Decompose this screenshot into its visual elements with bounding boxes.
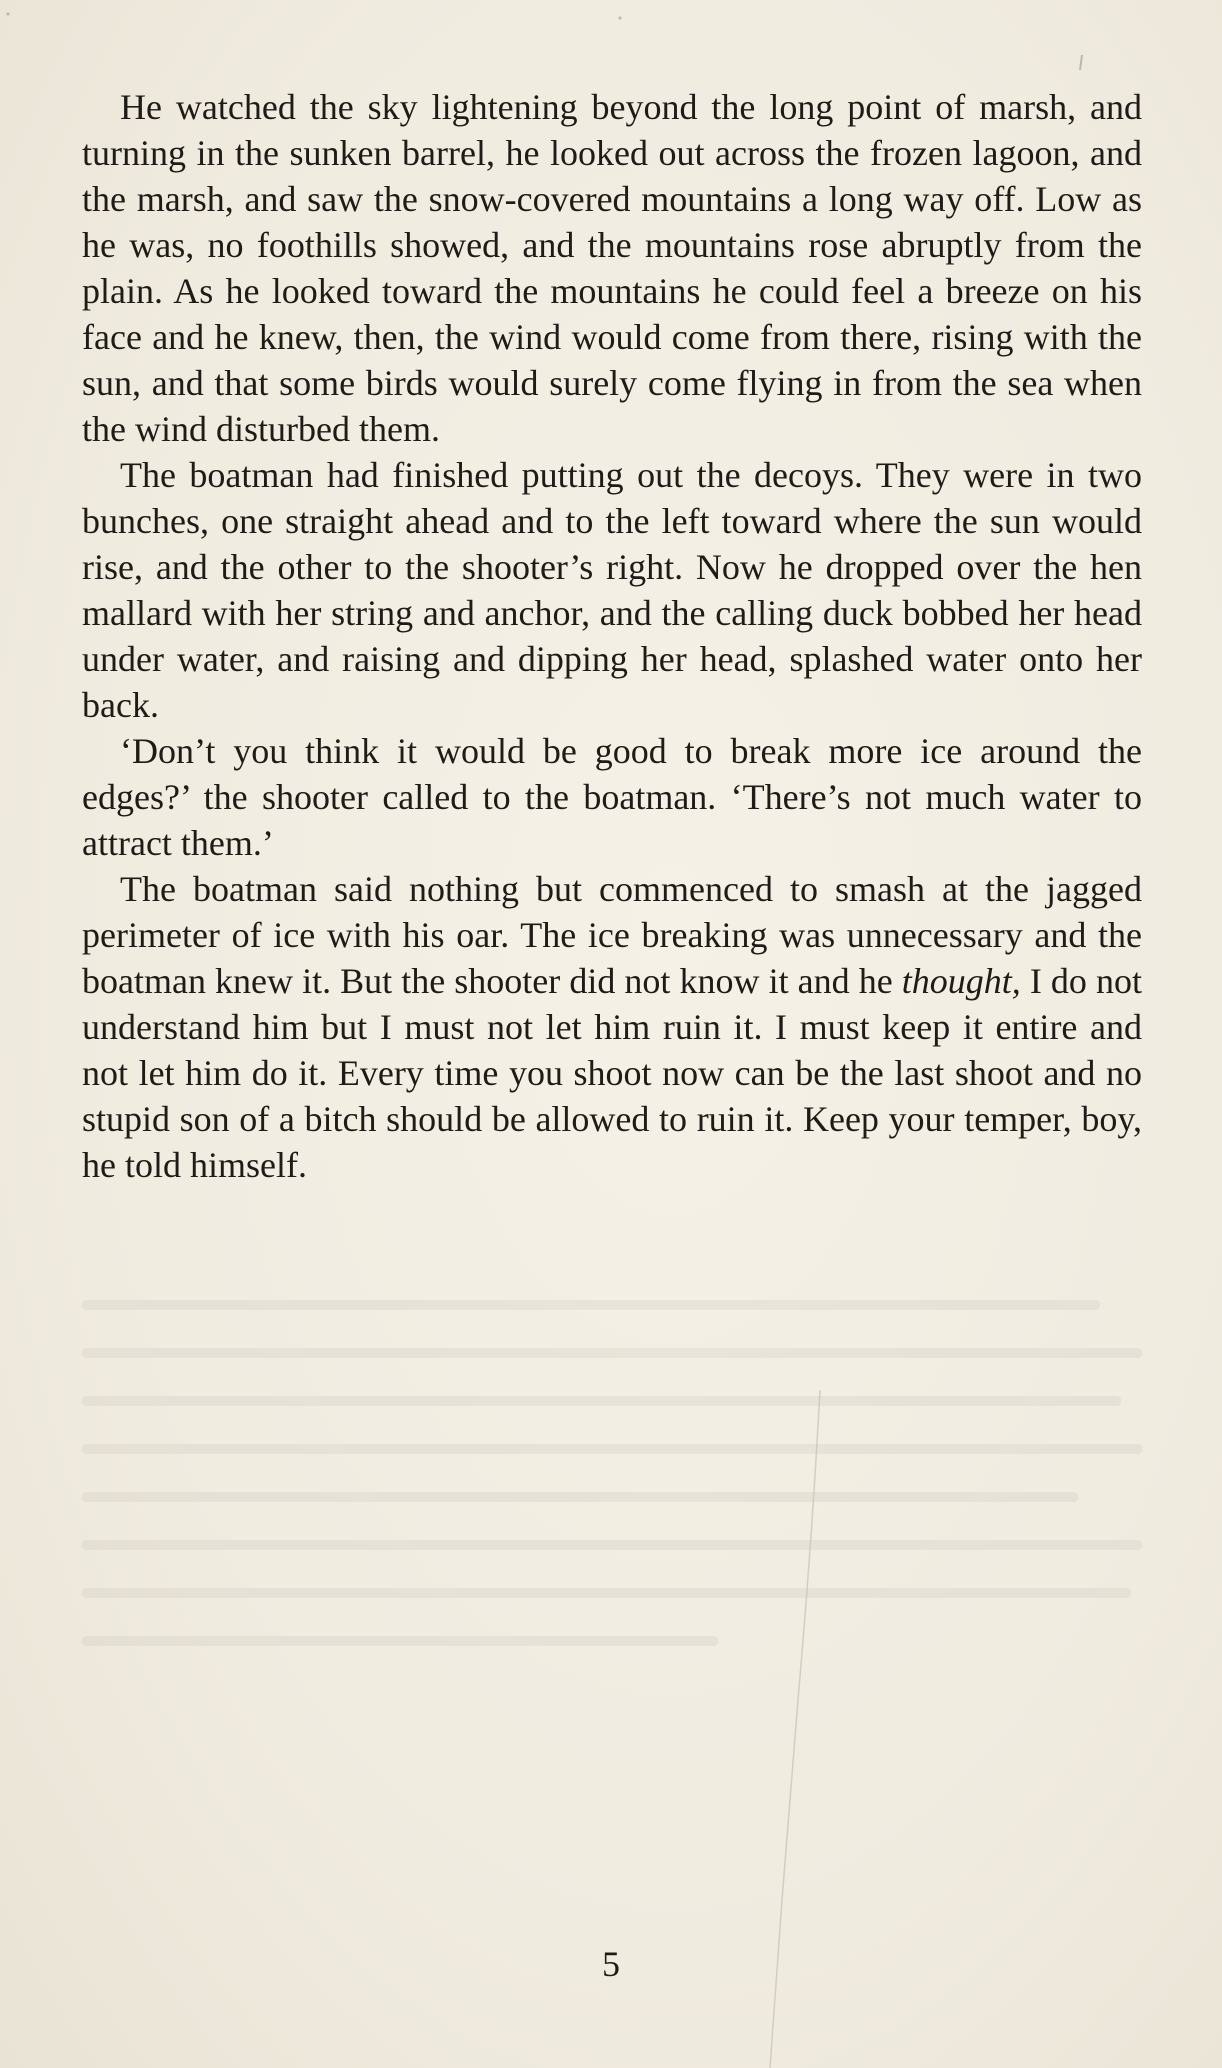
body-text (82, 84, 1142, 1188)
paragraph-4-text-b: I do not understand him but I must not let him ruin it. I must keep it entire and not let him do it. Every time you shoot now can be the last shoot and no stupid son of a bitch should be allowed to ruin it. Keep your temper, boy, he told himself. (82, 961, 1142, 1185)
paragraph-1: He watched the sky lightening beyond the long point of marsh, and turning in the sunken barrel, he looked out across the frozen lagoon, and the marsh, and saw the snow-covered mountains a long way off. Low as he was, no foothills showed, and the mountains rose abruptly from the plain. As he looked toward the mountains he could feel a breeze on his face and he knew, then, the wind would come from there, rising with the sun, and that some birds would surely come flying in from the sea when the wind disturbed them. (82, 87, 1142, 449)
show-through-text (82, 1300, 1142, 1720)
paragraph-4 (82, 866, 1142, 1188)
page-number: 5 (602, 1944, 620, 1984)
paragraph-2: The boatman had finished putting out the decoys. They were in two bunches, one straight ahead and to the left toward where the sun would rise, and the other to the shooter’s right. Now he dropped over the hen mallard with her string and anchor, and the calling duck bobbed her head under water, and raising and dipping her head, splashed water onto her back. (82, 455, 1142, 725)
paragraph-3: ‘Don’t you think it would be good to break more ice around the edges?’ the shooter called to the boatman. ‘There’s not much water to attract them.’ (82, 731, 1142, 863)
paragraph-4-italic: thought, (901, 961, 1021, 1001)
paragraph-4-text-a: The boatman said nothing but commenced to smash at the jagged perimeter of ice with his oar. The ice breaking was unnecessary and the boatman knew it. But the shooter did not know it and he (82, 869, 1142, 1001)
